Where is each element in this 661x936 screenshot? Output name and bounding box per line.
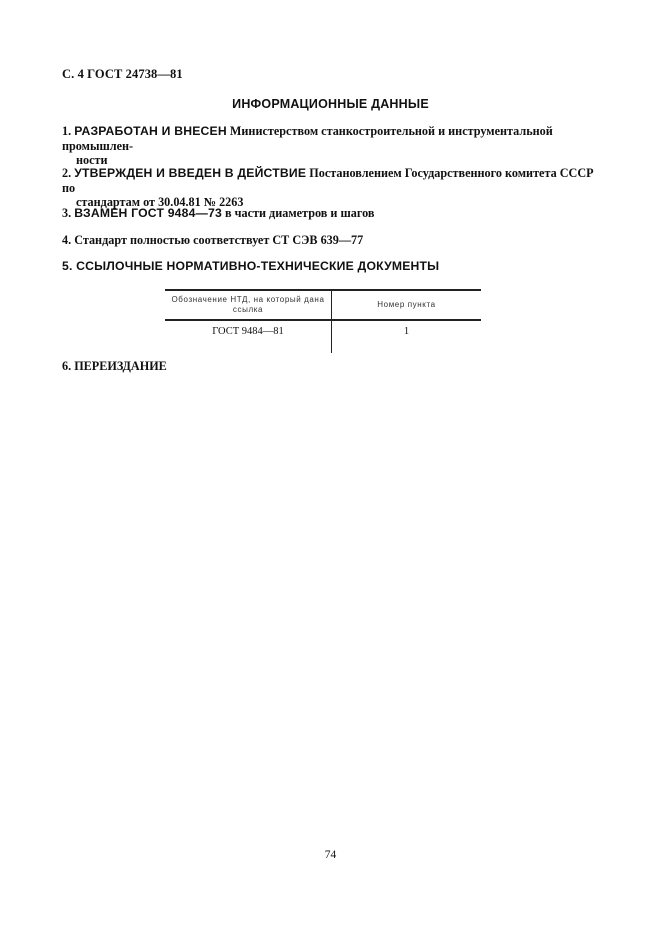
- info-item-4: [62, 233, 602, 248]
- item-heading: РАЗРАБОТАН И ВНЕСЕН: [74, 124, 227, 138]
- table-row: [165, 320, 481, 353]
- page-header: С. 4 ГОСТ 24738—81: [62, 67, 183, 81]
- item-number: 5.: [62, 259, 73, 273]
- item-body: Постановлением Государственного комитета СССР по: [62, 166, 594, 195]
- cell-document: ГОСТ 9484—81: [165, 320, 332, 353]
- column-header-document: Обозначение НТД, на который дана ссылка: [165, 290, 332, 320]
- item-heading: ПЕРЕИЗДАНИЕ: [74, 359, 167, 373]
- item-continuation: ности: [76, 153, 108, 167]
- item-continuation: стандартам от 30.04.81 № 2263: [76, 195, 244, 209]
- info-item-5: [62, 259, 602, 274]
- reference-documents-table: [165, 289, 481, 353]
- item-body: Стандарт полностью соответствует СТ СЭВ 639—77: [74, 233, 364, 247]
- info-item-3: [62, 206, 602, 221]
- column-header-clause: Номер пункта: [332, 290, 482, 320]
- page-number: 74: [324, 849, 337, 861]
- item-heading: ССЫЛОЧНЫЕ НОРМАТИВНО-ТЕХНИЧЕСКИЕ ДОКУМЕНТЫ: [76, 259, 440, 273]
- item-body: Министерством станкостроительной и инструментальной промышлен-: [62, 124, 553, 153]
- item-body: в части диаметров и шагов: [225, 206, 375, 220]
- info-item-1: [62, 124, 602, 168]
- item-heading: ВЗАМЕН ГОСТ 9484—73: [74, 206, 222, 220]
- section-title: ИНФОРМАЦИОННЫЕ ДАННЫЕ: [232, 97, 429, 111]
- item-number: 2.: [62, 166, 72, 180]
- item-number: 4.: [62, 233, 72, 247]
- info-item-6: [62, 359, 602, 374]
- info-item-2: [62, 166, 602, 210]
- item-number: 6.: [62, 359, 72, 373]
- item-number: 1.: [62, 124, 72, 138]
- cell-clause: 1: [403, 326, 410, 337]
- item-heading: УТВЕРЖДЕН И ВВЕДЕН В ДЕЙСТВИЕ: [74, 166, 307, 180]
- item-number: 3.: [62, 206, 72, 220]
- table-header-row: [165, 290, 481, 320]
